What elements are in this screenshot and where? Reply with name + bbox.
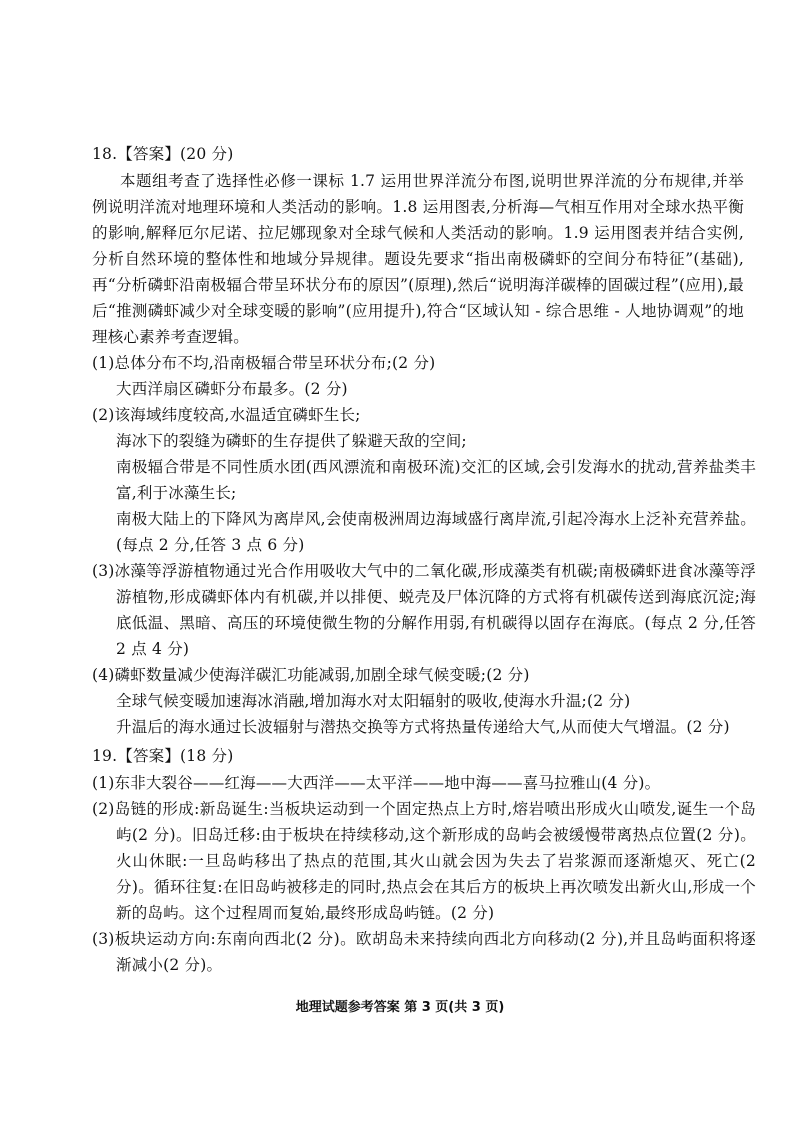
q18-part4-line3: 升温后的海水通过长波辐射与潜热交换等方式将热量传递给大气,从而使大气增温。(2 分) <box>116 718 730 736</box>
q18-part1-line1: (1)总体分布不均,沿南极辐合带呈环状分布;(2 分) <box>92 354 436 372</box>
q19-part3: (3)板块运动方向:东南向西北(2 分)。欧胡岛未来持续向西北方向移动(2 分),并且岛屿面积将逐渐减小(2 分)。 <box>92 930 756 974</box>
q18-part1-line2: 大西洋扇区磷虾分布最多。(2 分) <box>116 380 348 398</box>
q19-heading: 19.【答案】(18 分) <box>92 747 234 765</box>
q18-part2-line3: 南极辐合带是不同性质水团(西风漂流和南极环流)交汇的区域,会引发海水的扰动,营养盐类丰富,利于冰藻生长; <box>116 458 756 502</box>
q18-heading: 18.【答案】(20 分) <box>92 145 234 163</box>
q18-part2-line1: (2)该海域纬度较高,水温适宜磷虾生长; <box>92 406 361 424</box>
q18-part3: (3)冰藻等浮游植物通过光合作用吸收大气中的二氧化碳,形成藻类有机碳;南极磷虾进食冰藻等浮游植物,形成磷虾体内有机碳,并以排便、蜕壳及尸体沉降的方式将有机碳传送到海底沉淀;海底低温、黑暗、高压的环境使微生物的分解作用弱,有机碳得以固存在海底。(每点 2 分,任答 2 点 4 分) <box>92 562 756 658</box>
q18-part4-line2: 全球气候变暖加速海冰消融,增加海水对太阳辐射的吸收,使海水升温;(2 分) <box>116 692 631 710</box>
answer-content <box>0 140 800 978</box>
q19-part2: (2)岛链的形成:新岛诞生:当板块运动到一个固定热点上方时,熔岩喷出形成火山喷发,诞生一个岛屿(2 分)。旧岛迁移:由于板块在持续移动,这个新形成的岛屿会被缓慢带离热点位置(2 分)。火山休眠:一旦岛屿移出了热点的范围,其火山就会因为失去了岩浆源而逐渐熄灭、死亡(2 分)。循环往复:在旧岛屿被移走的同时,热点会在其后方的板块上再次喷发出新火山,形成一个新的岛屿。这个过程周而复始,最终形成岛屿链。(2 分) <box>92 800 756 922</box>
page-footer: 地理试题参考答案 第 3 页(共 3 页) <box>295 1000 505 1015</box>
q18-part2-line2: 海冰下的裂缝为磷虾的生存提供了躲避天敌的空间; <box>116 432 467 450</box>
q19-part1: (1)东非大裂谷——红海——大西洋——太平洋——地中海——喜马拉雅山(4 分)。 <box>92 774 661 792</box>
q18-part4-line1: (4)磷虾数量减少使海洋碳汇功能减弱,加剧全球气候变暖;(2 分) <box>92 666 530 684</box>
q18-intro: 本题组考查了选择性必修一课标 1.7 运用世界洋流分布图,说明世界洋流的分布规律,并举例说明洋流对地理环境和人类活动的影响。1.8 运用图表,分析海—气相互作用对全球水热平衡的影响,解释厄尔尼诺、拉尼娜现象对全球气候和人类活动的影响。1.9 运用图表并结合实例,分析自然环境的整体性和地域分异规律。题设先要求“指出南极磷虾的空间分布特征”(基础),再“分析磷虾沿南极辐合带呈环状分布的原因”(原理),然后“说明海洋碳棒的固碳过程”(应用),最后“推测磷虾减少对全球变暖的影响”(应用提升),符合“区域认知 - 综合思维 - 人地协调观”的地理核心素养考查逻辑。 <box>92 172 744 346</box>
q18-part2-line4: 南极大陆上的下降风为离岸风,会使南极洲周边海域盛行离岸流,引起冷海水上泛补充营养盐。(每点 2 分,任答 3 点 6 分) <box>116 510 756 554</box>
